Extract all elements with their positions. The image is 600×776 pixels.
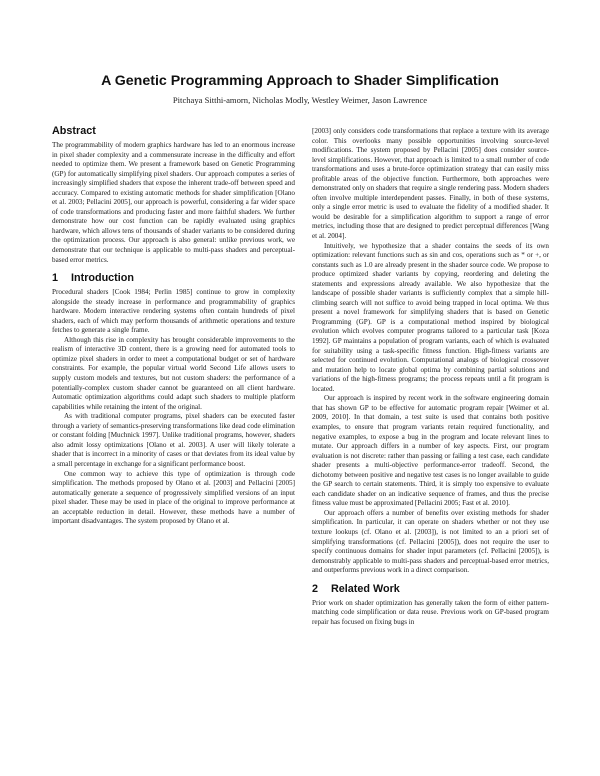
abstract-heading: Abstract xyxy=(52,125,96,137)
left-column xyxy=(52,124,295,527)
section-number: 2 xyxy=(312,582,319,595)
body-paragraph: Our approach is inspired by recent work in the software engineering domain that has shown GP to be effective for automatic program repair [Weimer et al. 2009, 2010]. In that domain, a test suite is used that contains both positive examples, to ensure that program variants retain required functionality, and negative examples, to expose a bug in the program and locate relevant lines to mutate. Our approach differs in a number of key aspects. First, our program evaluation is not discrete: rather than passing or failing a test case, each candidate shader presents a multi-objective performance-error tradeoff. Second, the dichotomy between positive and negative test cases is no longer available to guide the GP search to certain statements. Third, it is simply too expensive to evaluate each candidate shader on an indicative sequence of frames, and thus the precise fitness value must be approximated [Pellacini 2005; Fast et al. 2010]. xyxy=(312,394,549,508)
body-paragraph: Intuitively, we hypothesize that a shader contains the seeds of its own optimization: relevant functions such as sin and cos, operations such as * or +, or constants such as 1.0 are already present in the shader source code. We propose to produce optimized shader variants by copying, reordering and deleting the statements and expressions already available. We also hypothesize that the landscape of possible shader variants is sufficiently complex that a simple hill-climbing search will not suffice to avoid being trapped in local optima. We thus present a novel framework for simplifying shaders that is based on Genetic Programming (GP). GP is a computational method inspired by biological evolution which evolves computer programs tailored to a particular task [Koza 1992]. GP maintains a population of program variants, each of which is evaluated for suitability using a task-specific fitness function. High-fitness variants are selected for continued evolution. Computational analogs of biological crossover and mutation help to locate global optima by combining partial solutions and variations of the high-fitness programs; the process repeats until a fit program is located. xyxy=(312,241,549,393)
author-list: Pitchaya Sitthi-amorn, Nicholas Modly, Westley Weimer, Jason Lawrence xyxy=(172,95,428,105)
introduction-heading xyxy=(52,271,295,285)
intro-paragraph: Although this rise in complexity has brought considerable improvements to the realism of interactive 3D content, there is a growing need for automated tools to optimize pixel shaders in order to meet a computational budget or set of hardware constraints. For example, the popular virtual world Second Life allows users to supply custom models and textures, but not custom shaders: the performance of a potentially-complex custom shader cannot be guaranteed on all client hardware. Automatic optimization algorithms could adapt such shaders to multiple platform capabilities while retaining the intent of the original. xyxy=(52,335,295,411)
section-title: Introduction xyxy=(71,272,134,285)
paper-title: A Genetic Programming Approach to Shader Simplification xyxy=(101,73,499,89)
section-number: 1 xyxy=(52,272,59,285)
section-title: Related Work xyxy=(331,582,400,595)
body-paragraph: Our approach offers a number of benefits over existing methods for shader simplification. In particular, it can operate on shaders whether or not they use texture lookups (cf. Olano et al. [2003]), is not limited to an a priori set of simplifying transformations (cf. Pellacini [2005]), does not require the user to specify continuous domains for shader input parameters (cf. Pellacini [2005]), is demonstrably applicable to multi-pass shaders and perceptual-based error metrics, and outperforms previous work in a direct comparison. xyxy=(312,508,549,575)
related-work-text: Prior work on shader optimization has generally taken the form of either pattern-matching code simplification or data reuse. Previous work on GP-based program repair has focused on fixing bugs in xyxy=(312,598,549,626)
right-column xyxy=(312,127,549,627)
abstract-text: The programmability of modern graphics hardware has led to an enormous increase in pixel shader complexity and a commensurate increase in the difficulty and effort needed to optimize them. We present a framework based on Genetic Programming (GP) for automatically simplifying pixel shaders. Our approach computes a series of increasingly simplified shaders that expose the inherent trade-off between speed and accuracy. Compared to existing automatic methods for shader simplification [Olano et al. 2003; Pellacini 2005], our approach is powerful, considering a far wider space of code transformations and producing faster and more faithful shaders. We further demonstrate how our cost function can be rapidly evaluated using graphics hardware, which allows tens of thousands of shader variants to be considered during the optimization process. Our approach is also general: unlike previous work, we demonstrate that our technique is applicable to multi-pass shaders and perceptual-based error metrics. xyxy=(52,141,295,264)
related-work-heading xyxy=(312,582,549,596)
body-paragraph: [2003] only considers code transformations that replace a texture with its average color. This overlooks many possible opportunities involving source-level modifications. The system proposed by Pellacini [2005] does consider source-level simplifications. However, that approach is limited to a small number of code transformations and uses a brute-force optimization strategy that can easily miss profitable areas of the objective function. Furthermore, both approaches were demonstrated only on shaders that require a single rendering pass. Modern shaders often involve multiple interdependent passes. Finally, in both of these systems, only a single error metric is used to evaluate the fidelity of a modified shader. It would be desirable for a simplification algorithm to support a range of error metrics, including those that are designed to predict perceptual differences [Wang et al. 2004]. xyxy=(312,127,549,241)
intro-paragraph: One common way to achieve this type of optimization is through code simplification. The methods proposed by Olano et al. [2003] and Pellacini [2005] automatically generate a sequence of progressively simplified versions of an input pixel shader. These may be used in place of the original to improve performance at an acceptable reduction in detail. However, these methods have a number of important disadvantages. The system proposed by Olano et al. xyxy=(52,469,295,526)
intro-paragraph: Procedural shaders [Cook 1984; Perlin 1985] continue to grow in complexity alongside the steady increase in performance and programmability of graphics hardware. Modern interactive rendering systems often contain hundreds of pixel shaders, each of which may perform thousands of arithmetic operations and texture fetches to generate a single frame. xyxy=(52,288,295,335)
intro-paragraph: As with traditional computer programs, pixel shaders can be executed faster through a variety of semantics-preserving transformations like dead code elimination or constant folding [Muchnick 1997]. Unlike traditional programs, however, shaders also admit lossy optimizations [Olano et al. 2003]. A user will likely tolerate a shader that is incorrect in a minority of cases or that deviates from its ideal value by a small percentage in exchange for a significant performance boost. xyxy=(52,412,295,468)
